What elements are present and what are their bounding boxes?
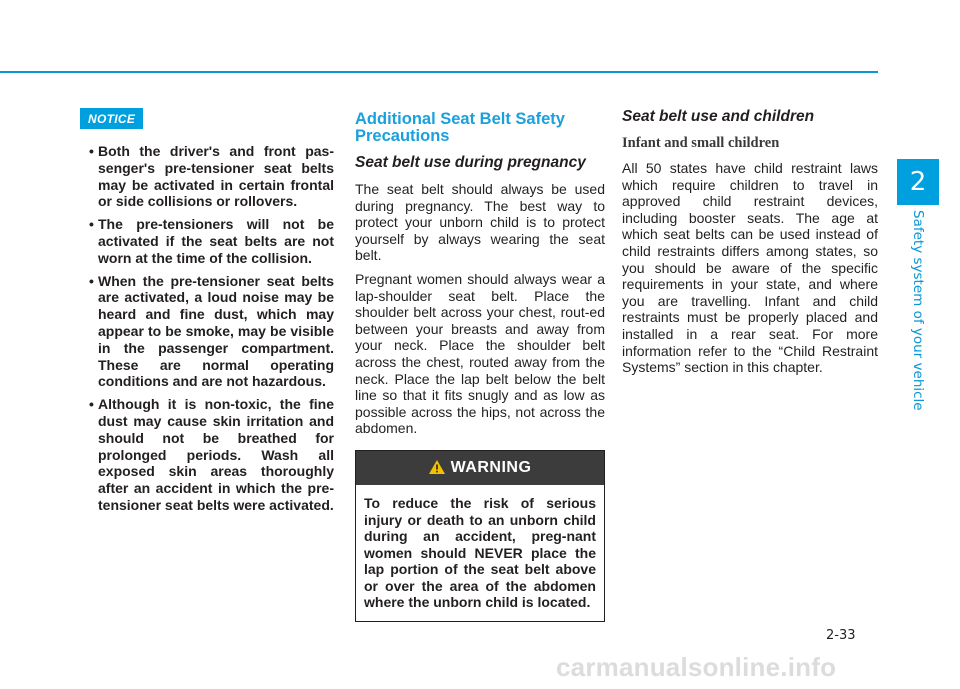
chapter-tab: 2 — [897, 159, 939, 205]
top-rule — [0, 71, 878, 73]
watermark: carmanualsonline.info — [556, 652, 837, 682]
notice-item: • The pre-tensioners will not be activated if the seat belts are not worn at the time of the collision. — [90, 216, 334, 266]
notice-item: • Both the driver's and front pas-senger's pre-tensioner seat belts may be activated in certain frontal or side collisions or rollovers. — [90, 143, 334, 210]
children-subheading: Infant and small children — [622, 135, 780, 151]
notice-list — [90, 143, 334, 514]
children-column — [622, 108, 878, 383]
warning-text: To reduce the risk of serious injury or death to an unborn child during an accident, preg-nant women should NEVER place the lap portion of the seat belt above or over the area of the abdomen where the unborn child is located. — [364, 494, 596, 611]
warning-box — [355, 450, 605, 622]
notice-badge: NOTICE — [80, 108, 143, 129]
pregnancy-subheading: Seat belt use during pregnancy — [355, 154, 586, 171]
pregnancy-paragraph: Pregnant women should always wear a lap-shoulder seat belt. Place the shoulder belt across your chest, rout-ed between your breasts and away from your neck. Place the shoulder belt across the chest, routed away from the neck. Place the lap belt below the belt line so that it fits snugly and as low as possible across the hips, not across the abdomen. — [355, 270, 605, 437]
notice-column — [90, 108, 334, 520]
warning-triangle-icon — [429, 460, 445, 474]
chapter-title: Safety system of your vehicle — [910, 210, 926, 411]
page-number: 2-33 — [826, 628, 856, 643]
section-title: Additional Seat Belt Safety Precautions — [355, 110, 565, 145]
children-heading: Seat belt use and children — [622, 108, 815, 125]
children-paragraph: All 50 states have child restraint laws which require children to travel in approved child restraint devices, including booster seats. The age at which seat belts can be used instead of child restraints differs among states, so you should be aware of the specific requirements in your state, and where you are travelling. Infant and child restraints must be properly placed and installed in a rear seat. For more information refer to the “Child Restraint Systems” section in this chapter. — [622, 160, 878, 376]
warning-header — [356, 451, 604, 485]
notice-item: • When the pre-tensioner seat belts are activated, a loud noise may be heard and fine dust, which may appear to be smoke, may be visible in the passenger compartment. These are normal operating conditions and are not hazardous. — [90, 273, 334, 391]
warning-label: WARNING — [450, 458, 532, 476]
pregnancy-paragraph: The seat belt should always be used during pregnancy. The best way to protect your unborn child is to protect yourself by always wearing the seat belt. — [355, 181, 605, 264]
pregnancy-column — [355, 108, 605, 622]
notice-item: • Although it is non-toxic, the fine dust may cause skin irritation and should not be breathed for prolonged periods. Wash all exposed skin areas thoroughly after an accident in which the pre-tensioner seat belts were activated. — [90, 396, 334, 514]
